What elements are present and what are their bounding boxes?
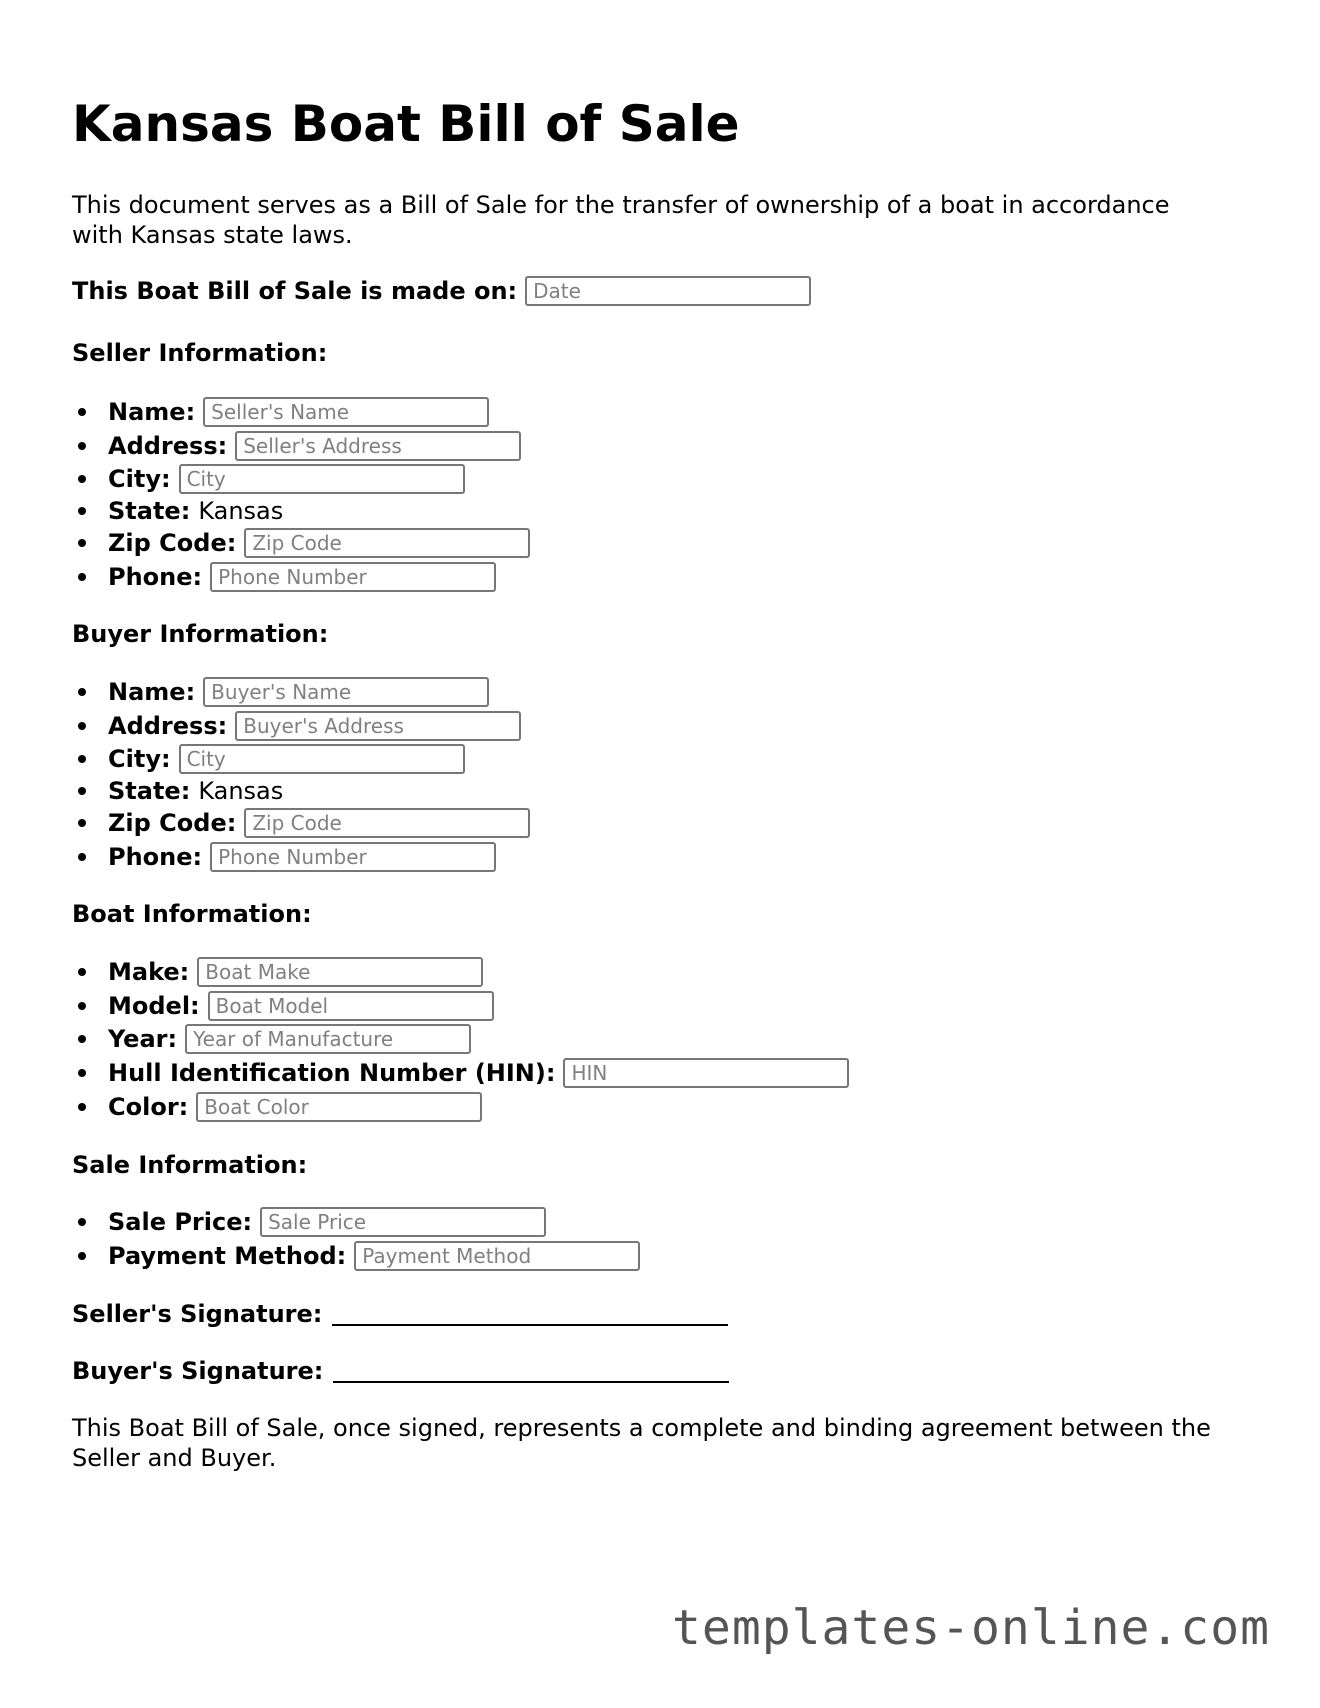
buyer-phone-input[interactable]	[210, 842, 496, 872]
buyer-state-label: State:	[108, 777, 191, 806]
boat-hin-item	[108, 1056, 849, 1090]
buyer-city-label: City:	[108, 745, 171, 774]
boat-make-label: Make:	[108, 957, 190, 986]
date-input[interactable]	[525, 276, 811, 306]
buyer-city-item	[108, 742, 530, 776]
sale-price-label: Sale Price:	[108, 1207, 253, 1236]
seller-name-input[interactable]	[203, 397, 489, 427]
sale-section-heading: Sale Information:	[72, 1151, 308, 1179]
closing-paragraph: This Boat Bill of Sale, once signed, represents a complete and binding agreement between the Seller and Buyer.	[72, 1414, 1211, 1472]
page-title: Kansas Boat Bill of Sale	[72, 95, 740, 153]
seller-state-item	[108, 496, 530, 526]
boat-year-item	[108, 1022, 849, 1056]
boat-color-input[interactable]	[196, 1092, 482, 1122]
seller-phone-label: Phone:	[108, 562, 203, 591]
seller-name-label: Name:	[108, 397, 196, 426]
payment-method-input[interactable]	[354, 1241, 640, 1271]
buyer-address-item	[108, 709, 530, 743]
seller-name-item	[108, 395, 530, 429]
watermark: templates-online.com	[672, 1600, 1270, 1656]
boat-section-heading: Boat Information:	[72, 900, 312, 928]
seller-zip-input[interactable]	[244, 528, 530, 558]
seller-phone-item	[108, 560, 530, 594]
buyer-state-item	[108, 776, 530, 806]
buyer-phone-label: Phone:	[108, 842, 203, 871]
date-line	[72, 276, 811, 306]
payment-method-item	[108, 1239, 640, 1273]
seller-address-item	[108, 429, 530, 463]
seller-city-input[interactable]	[179, 464, 465, 494]
seller-zip-item	[108, 526, 530, 560]
buyer-name-input[interactable]	[203, 677, 489, 707]
boat-year-label: Year:	[108, 1025, 178, 1054]
seller-address-input[interactable]	[235, 431, 521, 461]
intro-paragraph: This document serves as a Bill of Sale for the transfer of ownership of a boat in accordance with Kansas state laws.	[72, 191, 1170, 249]
boat-fields	[108, 955, 849, 1123]
buyer-signature-field[interactable]	[333, 1357, 729, 1383]
buyer-address-label: Address:	[108, 711, 228, 740]
boat-color-label: Color:	[108, 1092, 189, 1121]
seller-city-label: City:	[108, 465, 171, 494]
buyer-section-heading: Buyer Information:	[72, 620, 329, 648]
boat-model-item	[108, 989, 849, 1023]
buyer-fields	[108, 675, 530, 873]
boat-model-input[interactable]	[208, 991, 494, 1021]
seller-state-value: Kansas	[198, 497, 284, 526]
buyer-zip-item	[108, 806, 530, 840]
boat-make-item	[108, 955, 849, 989]
boat-make-input[interactable]	[197, 957, 483, 987]
seller-city-item	[108, 462, 530, 496]
buyer-name-label: Name:	[108, 677, 196, 706]
date-label: This Boat Bill of Sale is made on:	[72, 277, 518, 305]
buyer-zip-label: Zip Code:	[108, 808, 237, 837]
buyer-phone-item	[108, 840, 530, 874]
seller-phone-input[interactable]	[210, 562, 496, 592]
seller-address-label: Address:	[108, 431, 228, 460]
boat-model-label: Model:	[108, 991, 200, 1020]
sale-fields	[108, 1205, 640, 1272]
buyer-address-input[interactable]	[235, 711, 521, 741]
seller-state-label: State:	[108, 497, 191, 526]
boat-year-input[interactable]	[185, 1024, 471, 1054]
seller-zip-label: Zip Code:	[108, 528, 237, 557]
payment-method-label: Payment Method:	[108, 1241, 347, 1270]
buyer-city-input[interactable]	[179, 744, 465, 774]
sale-price-input[interactable]	[260, 1207, 546, 1237]
seller-fields	[108, 395, 530, 593]
seller-section-heading: Seller Information:	[72, 339, 328, 367]
buyer-signature-line	[72, 1357, 729, 1385]
seller-signature-label: Seller's Signature:	[72, 1300, 323, 1328]
boat-color-item	[108, 1090, 849, 1124]
seller-signature-field[interactable]	[332, 1300, 728, 1326]
boat-hin-input[interactable]	[563, 1058, 849, 1088]
buyer-signature-label: Buyer's Signature:	[72, 1357, 324, 1385]
buyer-state-value: Kansas	[198, 777, 284, 806]
boat-hin-label: Hull Identification Number (HIN):	[108, 1058, 556, 1087]
sale-price-item	[108, 1205, 640, 1239]
seller-signature-line	[72, 1300, 728, 1328]
buyer-name-item	[108, 675, 530, 709]
buyer-zip-input[interactable]	[244, 808, 530, 838]
